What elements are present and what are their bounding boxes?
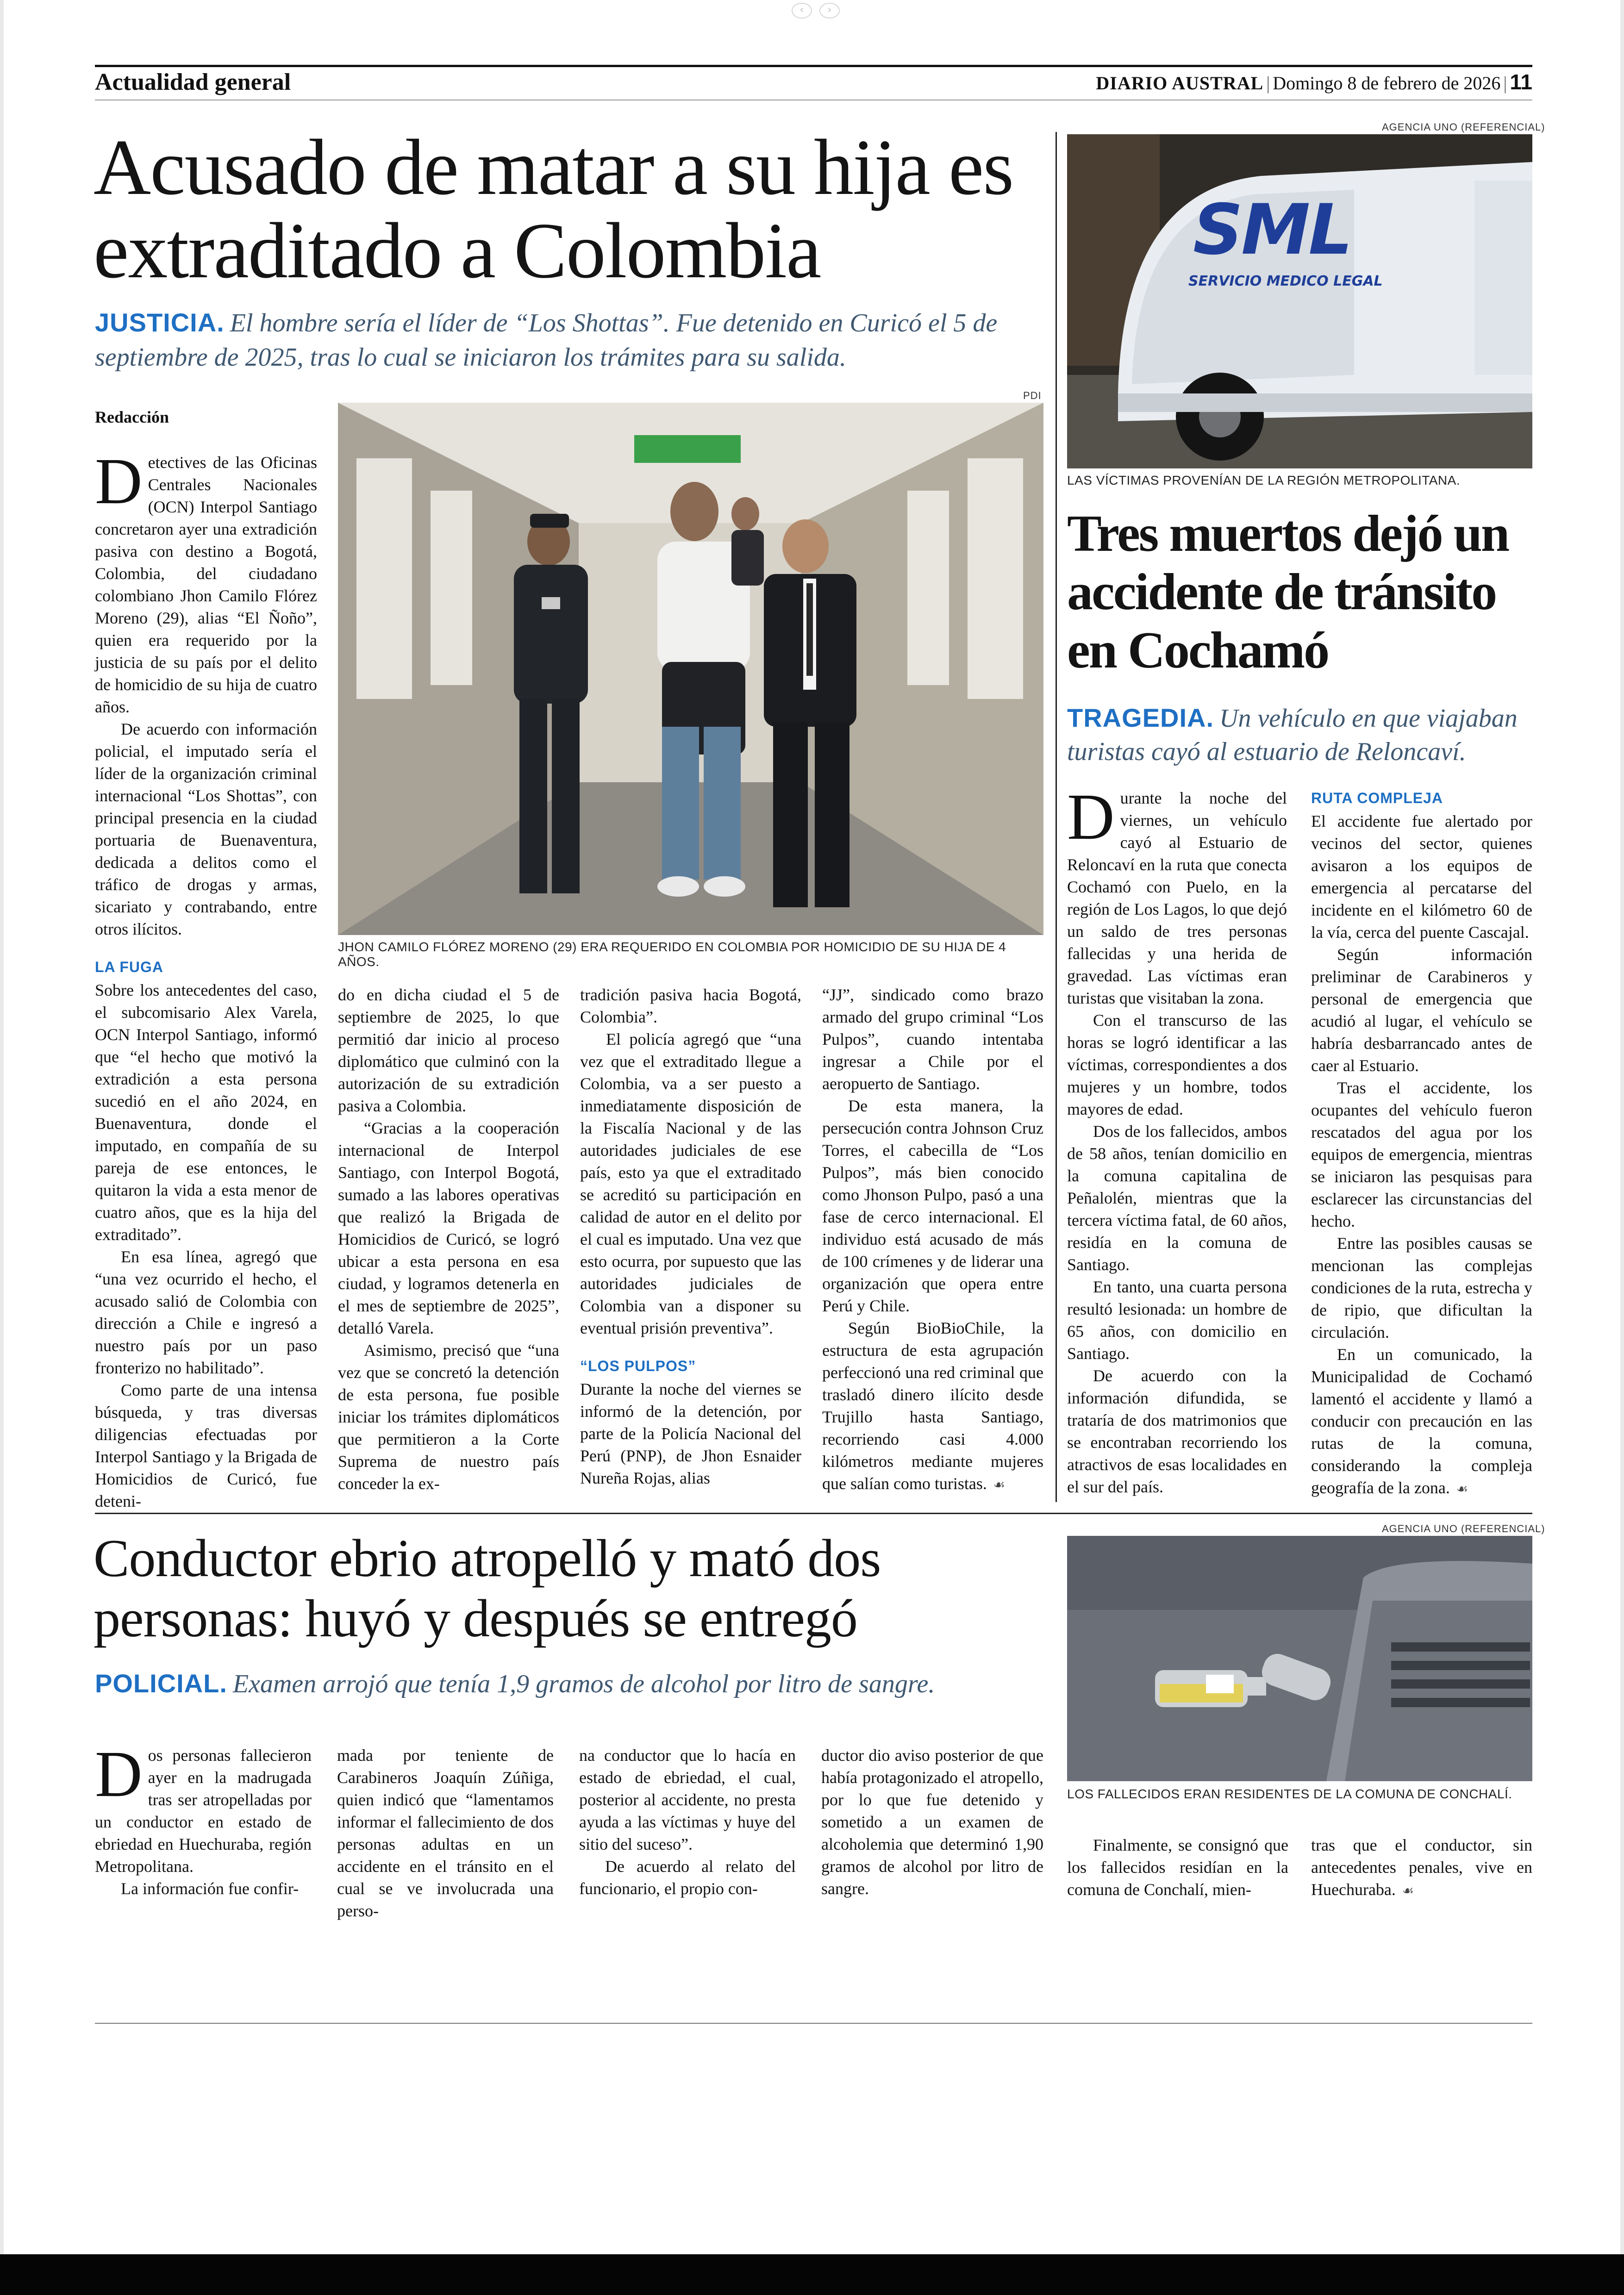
side-paragraph: Dos de los fallecidos, ambos de 58 años, tenían domicilio en la comuna capitalina de Peñalolén, mientras que la tercera víctima fatal, de 60 años, residía en la comuna de Santiago.	[1067, 1122, 1287, 1274]
main-dropcap: D	[95, 444, 143, 518]
story-separator	[95, 1513, 1532, 1514]
bottom-paragraph: La información fue confir-	[121, 1879, 299, 1898]
next-page-icon[interactable]: ›	[819, 3, 840, 19]
main-deck-text: El hombre sería el líder de “Los Shottas”. Fue detenido en Curicó el 5 de septiembre de 2025, tras lo cual se iniciaron los trámites para su salida.	[95, 309, 998, 372]
column-divider	[1056, 132, 1057, 1502]
van-logo-subtext: SERVICIO MEDICO LEGAL	[1188, 273, 1383, 289]
main-deck	[95, 306, 1044, 374]
main-paragraph: De esta manera, la persecución contra Johnson Cruz Torres, el cabecilla de “Los Pulpos”, más bien conocido como Jhonson Pulpo, pasó a una fase de cerco internacional. El individuo está acusado de más de 100 crímenes y de liderar una organización que opera entre Perú y Chile.	[822, 1097, 1043, 1315]
main-paragraph: Durante la noche del viernes se informó de la detención, por parte de la Policía Nacional del Perú (PNP), de Jhon Esnaider Nureña Rojas, alias	[580, 1380, 801, 1487]
main-paragraph: tradición pasiva hacia Bogotá, Colombia”.	[580, 985, 801, 1026]
side-column-1	[1067, 780, 1287, 1498]
header-rule	[95, 65, 1532, 67]
bottom-deck-text: Examen arrojó que tenía 1,9 gramos de alcohol por litro de sangre.	[232, 1670, 935, 1698]
side-headline: Tres muertos dejó un accidente de tránsito en Cochamó	[1067, 505, 1509, 679]
main-headline: Acusado de matar a su hija es extraditado a Colombia	[94, 124, 1013, 295]
side-paragraph: Entre las posibles causas se mencionan las complejas condiciones de la ruta, estrecha y de ripio, que dificultan la circulación.	[1311, 1234, 1532, 1341]
page-bottom-rule	[95, 2023, 1532, 2024]
subhead-los-pulpos: “LOS PULPOS”	[580, 1358, 696, 1374]
page-shadow-left	[0, 0, 4, 2254]
bottom-paragraph: Finalmente, se consignó que los fallecidos residían en la comuna de Conchalí, mien-	[1067, 1836, 1288, 1899]
main-paragraph	[822, 1317, 1043, 1496]
main-paragraph: “Gracias a la cooperación internacional de Interpol Santiago, con Interpol Bogotá, sumado a las labores operativas que realizó la Brigada de Homicidios de Curicó, se logró ubicar a esta persona en esa ciudad, y logramos detenerla en el mes de septiembre de 2025”, detalló Varela.	[338, 1119, 559, 1337]
main-column-1	[95, 444, 317, 1512]
bottom-paragraph: na conductor que lo hacía en estado de ebriedad, el cual, posterior al accidente, no presta ayuda a las víctimas y huye del sitio del suceso”.	[579, 1746, 796, 1853]
viewer-bottom-bar	[0, 2254, 1624, 2295]
bottom-dropcap: D	[95, 1737, 143, 1810]
byline: Redacción	[95, 408, 169, 426]
bottom-paragraph: ductor dio aviso posterior de que había protagonizado el atropello, por lo que fue detenido y sometido a un examen de alcoholemia que determinó 1,90 gramos de alcohol por litro de sangre.	[821, 1746, 1043, 1898]
main-paragraph: do en dicha ciudad el 5 de septiembre de 2025, lo que permitió dar inicio al proceso diplomático que culminó con la autorización de su extradición pasiva a Colombia.	[338, 985, 559, 1115]
van-logo: SML	[1193, 190, 1351, 270]
main-paragraph: etectives de las Oficinas Centrales Nacionales (OCN) Interpol Santiago concretaron ayer una extradición pasiva con destino a Bogotá, Colombia, del ciudadano colombiano Jhon Camilo Flórez Moreno (29), alias “El Ñoño”, quien era requerido por la justicia de su país por el delito de homicidio de su hija de cuatro años.	[95, 453, 317, 716]
main-photo	[338, 403, 1043, 935]
jet-bridge-photo	[338, 403, 1043, 935]
main-column-2	[338, 984, 559, 1495]
subhead-la-fuga: LA FUGA	[95, 959, 164, 975]
newspaper-name: DIARIO AUSTRAL	[1096, 73, 1264, 94]
main-paragraph: En esa línea, agregó que “una vez ocurrido el hecho, el acusado salió de Colombia con dirección a Chile e ingresó a nuestro país por un paso fronterizo no habilitado”.	[95, 1247, 317, 1377]
bottom-headline: Conductor ebrio atropelló y mató dos personas: huyó y después se entregó	[94, 1529, 881, 1648]
main-photo-caption: JHON CAMILO FLÓREZ MORENO (29) ERA REQUERIDO EN COLOMBIA POR HOMICIDIO DE SU HIJA DE 4 AÑOS.	[338, 940, 1006, 969]
main-column-4	[822, 984, 1043, 1496]
side-photo	[1067, 134, 1532, 468]
bottom-photo-credit: AGENCIA UNO (REFERENCIAL)	[1382, 1523, 1545, 1534]
page-number: 11	[1510, 70, 1532, 94]
road-bottles-photo	[1067, 1536, 1532, 1781]
main-column-3	[580, 984, 801, 1489]
main-paragraph: Como parte de una intensa búsqueda, y tras diversas diligencias efectuadas por Interpol Santiago y la Brigada de Homicidios de Curicó, fue deteni-	[95, 1381, 317, 1510]
page-navigation	[768, 0, 861, 19]
side-photo-credit: AGENCIA UNO (REFERENCIAL)	[1382, 121, 1545, 133]
bottom-column-6	[1311, 1834, 1532, 1902]
main-paragraph: Sobre los antecedentes del caso, el subcomisario Alex Varela, OCN Interpol Santiago, informó que “el hecho que motivó la extradición a esta persona sucedió en el año 2024, en Buenaventura, donde el imputado, en compañía de su pareja de ese entonces, le quitaron la vida a esta menor de cuatro años, que es la hija del extraditado”.	[95, 981, 317, 1244]
side-deck-text: Un vehículo en que viajaban turistas cayó al estuario de Reloncaví.	[1067, 704, 1518, 766]
bottom-paragraph: os personas fallecieron ayer en la madrugada tras ser atropelladas por un conductor en estado de ebriedad en Huechuraba, región Metropolitana.	[95, 1746, 312, 1876]
bottom-photo-caption: LOS FALLECIDOS ERAN RESIDENTES DE LA COMUNA DE CONCHALÍ.	[1067, 1787, 1512, 1801]
bottom-deck	[95, 1666, 1067, 1701]
bottom-column-5	[1067, 1834, 1288, 1901]
side-column-2	[1311, 787, 1532, 1500]
main-photo-credit: PDI	[1023, 390, 1042, 401]
subhead-ruta-compleja: RUTA COMPLEJA	[1311, 790, 1443, 806]
bottom-paragraph: mada por teniente de Carabineros Joaquín Zúñiga, quien indicó que “lamentamos informar el fallecimiento de dos personas adultas en un accidente en el tránsito en el cual se ve involucrada una perso-	[337, 1746, 554, 1920]
bottom-column-4	[821, 1744, 1043, 1900]
end-mark-icon: ☙	[993, 1478, 1006, 1492]
side-deck	[1067, 701, 1530, 768]
main-paragraph: De acuerdo con información policial, el imputado sería el líder de la organización criminal internacional “Los Shottas”, con principal presencia en la ciudad portuaria de Buenaventura, dedicada a delitos como el tráfico de drogas y armas, sicariato y contrabando, entre otros ilícitos.	[95, 720, 317, 938]
side-paragraph: urante la noche del viernes, un vehículo cayó al Estuario de Reloncaví en la ruta que conecta Cochamó con Puelo, en la región de Los Lagos, lo que dejó un saldo de tres personas fallecidas y una herida de gravedad. Las víctimas eran turistas que visitaban la zona.	[1067, 789, 1287, 1007]
side-paragraph-text: En un comunicado, la Municipalidad de Cochamó lamentó el accidente y llamó a conducir con precaución en las rutas de la comuna, considerando la compleja geografía de la zona.	[1311, 1345, 1532, 1497]
section-title: Actualidad general	[95, 69, 291, 95]
side-photo-caption: LAS VÍCTIMAS PROVENÍAN DE LA REGIÓN METROPOLITANA.	[1067, 473, 1461, 487]
side-kicker: TRAGEDIA.	[1067, 703, 1214, 732]
main-paragraph-text: Según BioBioChile, la estructura de esta agrupación perfeccionó una red criminal que trasladó dinero ilícito desde Trujillo hasta Santiago, recorriendo casi 4.000 kilómetros mediante mujeres que salían como turistas.	[822, 1319, 1043, 1493]
bottom-kicker: POLICIAL.	[95, 1669, 227, 1698]
page-shadow-right	[1620, 0, 1624, 2254]
side-paragraph	[1311, 1343, 1532, 1500]
bottom-paragraph: tras que el conductor, sin antecedentes penales, vive en Huechuraba.	[1311, 1836, 1532, 1899]
side-paragraph: Con el transcurso de las horas se logró identificar a las víctimas, correspondientes a dos mujeres y un hombre, todos mayores de edad.	[1067, 1011, 1287, 1118]
bottom-column-1	[95, 1737, 312, 1900]
main-paragraph: “JJ”, sindicado como brazo armado del grupo criminal “Los Pulpos”, cuando intentaba ingresar a Chile por el aeropuerto de Santiago.	[822, 985, 1043, 1093]
end-mark-icon: ☙	[1402, 1883, 1414, 1898]
main-paragraph: El policía agregó que “una vez que el extraditado llegue a Colombia, va a ser puesto a inmediatamente disposición de la Fiscalía Nacional y de las autoridades judiciales de ese país, esto ya que el extraditado se acreditó su participación en calidad de autor en el delito por el cual es imputado. Una vez que esto ocurra, por supuesto que las autoridades judiciales de Colombia van a disponer su eventual prisión preventiva”.	[580, 1030, 801, 1337]
side-paragraph: El accidente fue alertado por vecinos del sector, quienes avisaron a los equipos de emergencia al percatarse del incidente en el kilómetro 60 de la vía, cerca del puente Cascajal.	[1311, 812, 1532, 942]
bottom-paragraph: De acuerdo al relato del funcionario, el propio con-	[579, 1857, 796, 1898]
main-kicker: JUSTICIA.	[95, 308, 225, 337]
side-paragraph: De acuerdo con la información difundida, se trataría de dos matrimonios que se encontraban recorriendo los atractivos de esas localidades en el sur del país.	[1067, 1366, 1287, 1496]
side-paragraph: En tanto, una cuarta persona resultó lesionada: un hombre de 65 años, con domicilio en Santiago.	[1067, 1278, 1287, 1363]
bottom-column-2	[337, 1744, 554, 1922]
bottom-column-3	[579, 1744, 796, 1900]
side-dropcap: D	[1067, 780, 1115, 853]
end-mark-icon: ☙	[1456, 1482, 1468, 1496]
publication-date: Domingo 8 de febrero de 2026	[1273, 73, 1501, 94]
side-paragraph: Según información preliminar de Carabineros y personal de emergencia que acudió al lugar, el vehículo se habría desbarrancado antes de caer al Estuario.	[1311, 945, 1532, 1075]
main-paragraph: Asimismo, precisó que “una vez que se concretó la detención de esta persona, fue posible iniciar los trámites diplomáticos que permitieron a la Corte Suprema de nuestro país conceder la ex-	[338, 1341, 559, 1493]
ambulance-van-photo	[1067, 134, 1532, 468]
page-info: DIARIO AUSTRAL | Domingo 8 de febrero de 2026 | 11	[1096, 70, 1532, 94]
bottom-photo	[1067, 1536, 1532, 1781]
prev-page-icon[interactable]: ‹	[792, 3, 812, 19]
side-paragraph: Tras el accidente, los ocupantes del vehículo fueron rescatados del agua por los equipos de emergencia, mientras se iniciaron las pesquisas para esclarecer las circunstancias del hecho.	[1311, 1079, 1532, 1230]
